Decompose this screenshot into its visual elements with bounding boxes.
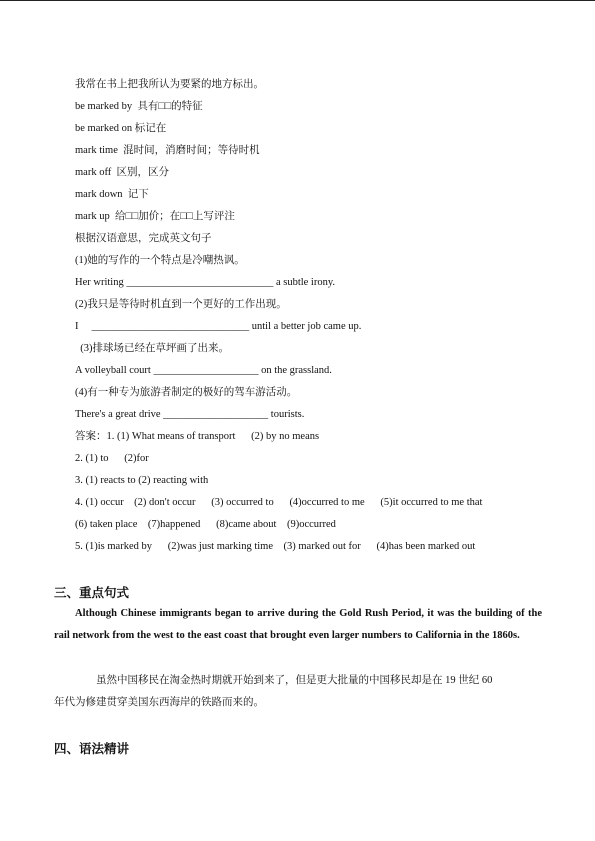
answer-4-part2: (6) taken place (7)happened (8)came about (9)occurred — [75, 519, 336, 530]
example-sentence: 我常在书上把我所认为要紧的地方标出。 — [75, 79, 264, 90]
page-top-border — [0, 0, 595, 1]
phrase-mark-time: mark time 混时间，消磨时间；等待时机 — [75, 145, 260, 156]
phrase-mark-down: mark down 记下 — [75, 189, 149, 200]
answer-2: 2. (1) to (2)for — [75, 453, 149, 464]
exercise-1-prompt: (1)她的写作的一个特点是冷嘲热讽。 — [75, 255, 245, 266]
phrase-mark-off: mark off 区别，区分 — [75, 167, 170, 178]
exercise-3-prompt: (3)排球场已经在草坪画了出来。 — [75, 343, 229, 354]
exercise-2-prompt: (2)我只是等待时机直到一个更好的工作出现。 — [75, 299, 287, 310]
exercise-1-blank: Her writing ____________________________ a subtle irony. — [75, 277, 336, 288]
answer-3: 3. (1) reacts to (2) reacting with — [75, 475, 209, 486]
translation-line-1: 虽然中国移民在淘金热时期就开始到来了，但是更大批量的中国移民却是在 19 世纪 60 — [96, 675, 493, 686]
key-sentence-text: Although Chinese immigrants began to arrive during the Gold Rush Period, it was the building of the rail network from the west to the east coast that brought even larger numbers to California in the 1860s. — [54, 608, 542, 641]
exercise-4-blank: There's a great drive ____________________ tourists. — [75, 409, 305, 420]
exercise-instruction: 根据汉语意思，完成英文句子 — [75, 233, 212, 244]
answer-1: 答案：1. (1) What means of transport (2) by no means — [75, 431, 320, 442]
key-sentence — [54, 603, 542, 647]
exercise-2-blank: I ______________________________ until a better job came up. — [75, 321, 362, 332]
answer-5: 5. (1)is marked by (2)was just marking time (3) marked out for (4)has been marked out — [75, 541, 476, 552]
translation-line-2: 年代为修建贯穿美国东西海岸的铁路而来的。 — [54, 697, 264, 708]
section-3-heading: 三、重点句式 — [54, 585, 130, 600]
exercise-3-blank: A volleyball court ____________________ on the grassland. — [75, 365, 332, 376]
exercise-4-prompt: (4)有一种专为旅游者制定的极好的驾车游活动。 — [75, 387, 298, 398]
phrase-mark-up: mark up 给□□加价；在□□上写评注 — [75, 211, 235, 222]
phrase-be-marked-on: be marked on 标记在 — [75, 123, 167, 134]
phrase-be-marked-by: be marked by 具有□□的特征 — [75, 101, 203, 112]
answer-4-part1: 4. (1) occur (2) don't occur (3) occurred to (4)occurred to me (5)it occurred to me that — [75, 497, 483, 508]
section-4-heading: 四、语法精讲 — [54, 741, 130, 756]
